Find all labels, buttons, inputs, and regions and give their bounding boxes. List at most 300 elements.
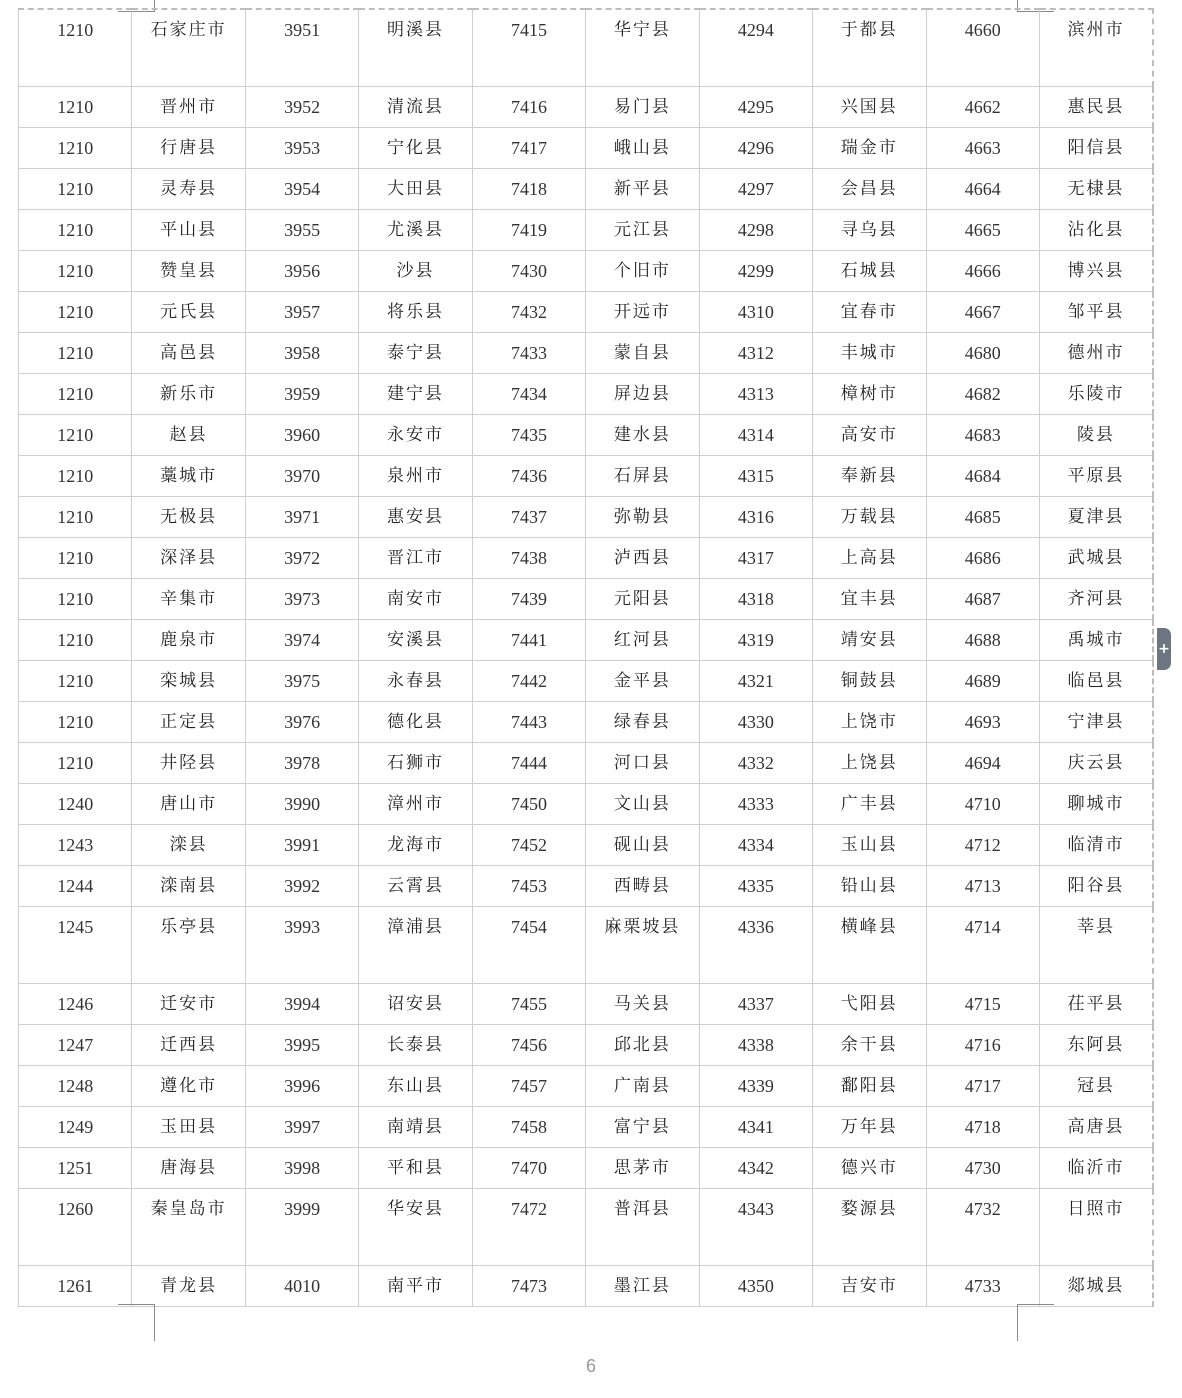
code-cell: 1210 (19, 579, 132, 620)
code-cell: 4683 (926, 415, 1039, 456)
code-cell: 4664 (926, 169, 1039, 210)
code-cell: 4333 (699, 784, 812, 825)
code-cell: 7433 (472, 333, 585, 374)
region-name-cell: 高邑县 (132, 333, 245, 374)
table-row (19, 661, 1154, 702)
region-name-cell: 开远市 (586, 292, 699, 333)
code-cell: 7452 (472, 825, 585, 866)
code-cell: 7442 (472, 661, 585, 702)
region-name-cell: 临邑县 (1039, 661, 1153, 702)
code-cell: 3973 (245, 579, 358, 620)
code-cell: 4716 (926, 1025, 1039, 1066)
region-name-cell: 红河县 (586, 620, 699, 661)
code-cell: 4717 (926, 1066, 1039, 1107)
code-cell: 4341 (699, 1107, 812, 1148)
code-cell: 4715 (926, 984, 1039, 1025)
code-cell: 3956 (245, 251, 358, 292)
code-cell: 1261 (19, 1266, 132, 1307)
code-cell: 1210 (19, 661, 132, 702)
region-name-cell: 东山县 (359, 1066, 472, 1107)
region-name-cell: 玉田县 (132, 1107, 245, 1148)
region-name-cell: 玉山县 (813, 825, 926, 866)
table-row (19, 702, 1154, 743)
table-row (19, 292, 1154, 333)
region-name-cell: 乐陵市 (1039, 374, 1153, 415)
region-name-cell: 栾城县 (132, 661, 245, 702)
region-name-cell: 建水县 (586, 415, 699, 456)
table-row (19, 620, 1154, 661)
region-name-cell: 正定县 (132, 702, 245, 743)
region-name-cell: 邱北县 (586, 1025, 699, 1066)
region-name-cell: 藁城市 (132, 456, 245, 497)
region-name-cell: 樟树市 (813, 374, 926, 415)
region-name-cell: 辛集市 (132, 579, 245, 620)
region-name-cell: 平山县 (132, 210, 245, 251)
region-name-cell: 灵寿县 (132, 169, 245, 210)
code-cell: 4665 (926, 210, 1039, 251)
region-name-cell: 元阳县 (586, 579, 699, 620)
region-name-cell: 高安市 (813, 415, 926, 456)
code-cell: 4336 (699, 907, 812, 984)
region-name-cell: 齐河县 (1039, 579, 1153, 620)
region-name-cell: 石屏县 (586, 456, 699, 497)
region-name-cell: 临沂市 (1039, 1148, 1153, 1189)
region-name-cell: 文山县 (586, 784, 699, 825)
code-cell: 7470 (472, 1148, 585, 1189)
code-cell: 4694 (926, 743, 1039, 784)
region-name-cell: 宁津县 (1039, 702, 1153, 743)
code-cell: 4318 (699, 579, 812, 620)
code-cell: 4319 (699, 620, 812, 661)
code-cell: 1210 (19, 743, 132, 784)
code-cell: 7417 (472, 128, 585, 169)
code-cell: 1210 (19, 87, 132, 128)
region-name-cell: 石家庄市 (132, 9, 245, 87)
region-name-cell: 万年县 (813, 1107, 926, 1148)
region-name-cell: 铜鼓县 (813, 661, 926, 702)
code-cell: 4682 (926, 374, 1039, 415)
region-name-cell: 陵县 (1039, 415, 1153, 456)
code-cell: 4730 (926, 1148, 1039, 1189)
region-name-cell: 兴国县 (813, 87, 926, 128)
region-name-cell: 东阿县 (1039, 1025, 1153, 1066)
code-cell: 7430 (472, 251, 585, 292)
code-cell: 7453 (472, 866, 585, 907)
region-name-cell: 郯城县 (1039, 1266, 1153, 1307)
code-cell: 4693 (926, 702, 1039, 743)
code-cell: 4316 (699, 497, 812, 538)
code-cell: 3995 (245, 1025, 358, 1066)
table-row (19, 1066, 1154, 1107)
region-name-cell: 河口县 (586, 743, 699, 784)
region-name-cell: 滦南县 (132, 866, 245, 907)
region-name-cell: 漳州市 (359, 784, 472, 825)
region-name-cell: 金平县 (586, 661, 699, 702)
code-cell: 1260 (19, 1189, 132, 1266)
region-name-cell: 宁化县 (359, 128, 472, 169)
table-row (19, 374, 1154, 415)
region-name-cell: 易门县 (586, 87, 699, 128)
code-cell: 7439 (472, 579, 585, 620)
code-cell: 4299 (699, 251, 812, 292)
code-cell: 3998 (245, 1148, 358, 1189)
table-row (19, 866, 1154, 907)
code-cell: 3971 (245, 497, 358, 538)
region-name-cell: 万载县 (813, 497, 926, 538)
region-name-cell: 平原县 (1039, 456, 1153, 497)
region-name-cell: 奉新县 (813, 456, 926, 497)
region-name-cell: 马关县 (586, 984, 699, 1025)
code-cell: 3951 (245, 9, 358, 87)
code-cell: 1247 (19, 1025, 132, 1066)
code-cell: 7435 (472, 415, 585, 456)
code-cell: 3952 (245, 87, 358, 128)
region-name-cell: 井陉县 (132, 743, 245, 784)
code-cell: 4296 (699, 128, 812, 169)
region-name-cell: 武城县 (1039, 538, 1153, 579)
code-cell: 4718 (926, 1107, 1039, 1148)
region-name-cell: 普洱县 (586, 1189, 699, 1266)
code-cell: 1243 (19, 825, 132, 866)
region-name-cell: 石狮市 (359, 743, 472, 784)
code-cell: 4667 (926, 292, 1039, 333)
region-name-cell: 麻栗坡县 (586, 907, 699, 984)
code-cell: 4688 (926, 620, 1039, 661)
code-cell: 7436 (472, 456, 585, 497)
table-row (19, 984, 1154, 1025)
code-cell: 3957 (245, 292, 358, 333)
code-cell: 7441 (472, 620, 585, 661)
table-row (19, 907, 1154, 984)
code-cell: 1210 (19, 497, 132, 538)
code-cell: 7456 (472, 1025, 585, 1066)
code-cell: 4733 (926, 1266, 1039, 1307)
code-cell: 7432 (472, 292, 585, 333)
code-cell: 7443 (472, 702, 585, 743)
code-cell: 4335 (699, 866, 812, 907)
code-cell: 1240 (19, 784, 132, 825)
region-name-cell: 丰城市 (813, 333, 926, 374)
region-name-cell: 禹城市 (1039, 620, 1153, 661)
code-cell: 7457 (472, 1066, 585, 1107)
code-cell: 4339 (699, 1066, 812, 1107)
code-cell: 4314 (699, 415, 812, 456)
table-row (19, 415, 1154, 456)
region-name-cell: 华宁县 (586, 9, 699, 87)
code-cell: 3976 (245, 702, 358, 743)
region-name-cell: 诏安县 (359, 984, 472, 1025)
table-row (19, 333, 1154, 374)
table-row (19, 1189, 1154, 1266)
region-name-cell: 宜丰县 (813, 579, 926, 620)
code-cell: 3996 (245, 1066, 358, 1107)
region-name-cell: 莘县 (1039, 907, 1153, 984)
region-name-cell: 南靖县 (359, 1107, 472, 1148)
code-cell: 1246 (19, 984, 132, 1025)
table-row (19, 1148, 1154, 1189)
region-name-cell: 高唐县 (1039, 1107, 1153, 1148)
region-name-cell: 深泽县 (132, 538, 245, 579)
region-name-cell: 秦皇岛市 (132, 1189, 245, 1266)
region-name-cell: 聊城市 (1039, 784, 1153, 825)
region-name-cell: 日照市 (1039, 1189, 1153, 1266)
region-name-cell: 鄱阳县 (813, 1066, 926, 1107)
region-name-cell: 龙海市 (359, 825, 472, 866)
code-cell: 4713 (926, 866, 1039, 907)
code-cell: 1210 (19, 415, 132, 456)
region-name-cell: 元氏县 (132, 292, 245, 333)
code-cell: 3970 (245, 456, 358, 497)
code-cell: 4317 (699, 538, 812, 579)
code-cell: 1210 (19, 456, 132, 497)
region-name-cell: 会昌县 (813, 169, 926, 210)
table-row (19, 87, 1154, 128)
code-cell: 3953 (245, 128, 358, 169)
code-cell: 4686 (926, 538, 1039, 579)
region-name-cell: 大田县 (359, 169, 472, 210)
code-cell: 4732 (926, 1189, 1039, 1266)
region-name-cell: 永安市 (359, 415, 472, 456)
code-cell: 1210 (19, 210, 132, 251)
region-name-cell: 庆云县 (1039, 743, 1153, 784)
region-name-cell: 夏津县 (1039, 497, 1153, 538)
table-row (19, 497, 1154, 538)
code-cell: 7458 (472, 1107, 585, 1148)
code-cell: 4714 (926, 907, 1039, 984)
code-cell: 4313 (699, 374, 812, 415)
code-cell: 1245 (19, 907, 132, 984)
region-name-cell: 明溪县 (359, 9, 472, 87)
region-name-cell: 泸西县 (586, 538, 699, 579)
region-name-cell: 富宁县 (586, 1107, 699, 1148)
region-name-cell: 新乐市 (132, 374, 245, 415)
region-name-cell: 清流县 (359, 87, 472, 128)
region-name-cell: 沾化县 (1039, 210, 1153, 251)
code-cell: 7418 (472, 169, 585, 210)
region-name-cell: 赞皇县 (132, 251, 245, 292)
region-name-cell: 唐山市 (132, 784, 245, 825)
region-name-cell: 绿春县 (586, 702, 699, 743)
code-cell: 3994 (245, 984, 358, 1025)
region-name-cell: 广南县 (586, 1066, 699, 1107)
region-name-cell: 将乐县 (359, 292, 472, 333)
region-name-cell: 无极县 (132, 497, 245, 538)
region-name-cell: 唐海县 (132, 1148, 245, 1189)
region-name-cell: 滦县 (132, 825, 245, 866)
code-cell: 4294 (699, 9, 812, 87)
region-name-cell: 阳谷县 (1039, 866, 1153, 907)
region-name-cell: 迁西县 (132, 1025, 245, 1066)
region-name-cell: 上高县 (813, 538, 926, 579)
code-cell: 7473 (472, 1266, 585, 1307)
code-cell: 3974 (245, 620, 358, 661)
code-cell: 4310 (699, 292, 812, 333)
code-cell: 1251 (19, 1148, 132, 1189)
code-cell: 3990 (245, 784, 358, 825)
code-cell: 1210 (19, 538, 132, 579)
region-name-cell: 惠民县 (1039, 87, 1153, 128)
code-cell: 4337 (699, 984, 812, 1025)
region-name-cell: 德化县 (359, 702, 472, 743)
table-row (19, 1025, 1154, 1066)
code-cell: 4712 (926, 825, 1039, 866)
code-cell: 4666 (926, 251, 1039, 292)
table-row (19, 1266, 1154, 1307)
region-name-cell: 博兴县 (1039, 251, 1153, 292)
region-name-cell: 建宁县 (359, 374, 472, 415)
region-name-cell: 滨州市 (1039, 9, 1153, 87)
code-cell: 3954 (245, 169, 358, 210)
region-name-cell: 余干县 (813, 1025, 926, 1066)
table-row (19, 1107, 1154, 1148)
code-cell: 3993 (245, 907, 358, 984)
code-cell: 1248 (19, 1066, 132, 1107)
code-cell: 4295 (699, 87, 812, 128)
code-cell: 3959 (245, 374, 358, 415)
code-cell: 7450 (472, 784, 585, 825)
code-cell: 3972 (245, 538, 358, 579)
region-name-cell: 新平县 (586, 169, 699, 210)
code-cell: 4687 (926, 579, 1039, 620)
region-name-cell: 吉安市 (813, 1266, 926, 1307)
region-name-cell: 迁安市 (132, 984, 245, 1025)
code-cell: 1210 (19, 333, 132, 374)
code-cell: 4010 (245, 1266, 358, 1307)
code-cell: 4298 (699, 210, 812, 251)
table-row (19, 169, 1154, 210)
table-row (19, 9, 1154, 87)
region-name-cell: 德兴市 (813, 1148, 926, 1189)
region-name-cell: 婺源县 (813, 1189, 926, 1266)
code-cell: 4680 (926, 333, 1039, 374)
code-cell: 4662 (926, 87, 1039, 128)
region-name-cell: 广丰县 (813, 784, 926, 825)
code-region-table (18, 8, 1154, 1307)
code-cell: 4685 (926, 497, 1039, 538)
region-name-cell: 上饶市 (813, 702, 926, 743)
region-name-cell: 宜春市 (813, 292, 926, 333)
region-name-cell: 靖安县 (813, 620, 926, 661)
code-cell: 4312 (699, 333, 812, 374)
region-name-cell: 弋阳县 (813, 984, 926, 1025)
table-row (19, 784, 1154, 825)
code-cell: 3978 (245, 743, 358, 784)
region-name-cell: 石城县 (813, 251, 926, 292)
region-name-cell: 元江县 (586, 210, 699, 251)
code-cell: 4332 (699, 743, 812, 784)
region-name-cell: 晋州市 (132, 87, 245, 128)
code-cell: 1210 (19, 702, 132, 743)
region-name-cell: 惠安县 (359, 497, 472, 538)
region-name-cell: 遵化市 (132, 1066, 245, 1107)
code-cell: 1210 (19, 292, 132, 333)
region-name-cell: 泉州市 (359, 456, 472, 497)
region-name-cell: 安溪县 (359, 620, 472, 661)
code-cell: 4334 (699, 825, 812, 866)
region-name-cell: 墨江县 (586, 1266, 699, 1307)
region-name-cell: 德州市 (1039, 333, 1153, 374)
region-name-cell: 沙县 (359, 251, 472, 292)
table-row (19, 579, 1154, 620)
code-cell: 7419 (472, 210, 585, 251)
region-name-cell: 尤溪县 (359, 210, 472, 251)
code-cell: 4315 (699, 456, 812, 497)
code-cell: 4342 (699, 1148, 812, 1189)
code-cell: 4663 (926, 128, 1039, 169)
code-cell: 1210 (19, 251, 132, 292)
region-name-cell: 赵县 (132, 415, 245, 456)
table-row (19, 456, 1154, 497)
region-name-cell: 南安市 (359, 579, 472, 620)
code-cell: 3958 (245, 333, 358, 374)
region-name-cell: 冠县 (1039, 1066, 1153, 1107)
region-name-cell: 铅山县 (813, 866, 926, 907)
region-name-cell: 长泰县 (359, 1025, 472, 1066)
region-name-cell: 寻乌县 (813, 210, 926, 251)
region-name-cell: 个旧市 (586, 251, 699, 292)
code-cell: 7437 (472, 497, 585, 538)
code-cell: 4330 (699, 702, 812, 743)
region-name-cell: 无棣县 (1039, 169, 1153, 210)
code-cell: 3960 (245, 415, 358, 456)
code-cell: 4338 (699, 1025, 812, 1066)
table-row (19, 825, 1154, 866)
code-cell: 1210 (19, 620, 132, 661)
code-cell: 1210 (19, 9, 132, 87)
code-cell: 4321 (699, 661, 812, 702)
region-name-cell: 行唐县 (132, 128, 245, 169)
table-row (19, 210, 1154, 251)
region-name-cell: 漳浦县 (359, 907, 472, 984)
region-name-cell: 鹿泉市 (132, 620, 245, 661)
code-cell: 1210 (19, 169, 132, 210)
code-cell: 1244 (19, 866, 132, 907)
region-name-cell: 阳信县 (1039, 128, 1153, 169)
region-name-cell: 邹平县 (1039, 292, 1153, 333)
region-name-cell: 屏边县 (586, 374, 699, 415)
region-name-cell: 永春县 (359, 661, 472, 702)
code-cell: 7472 (472, 1189, 585, 1266)
expand-plus-icon[interactable]: + (1157, 628, 1171, 670)
code-cell: 7455 (472, 984, 585, 1025)
region-name-cell: 西畴县 (586, 866, 699, 907)
page-number: 6 (585, 1356, 596, 1376)
code-cell: 7438 (472, 538, 585, 579)
crop-mark-bottom-left (118, 1304, 155, 1341)
region-name-cell: 上饶县 (813, 743, 926, 784)
code-cell: 1249 (19, 1107, 132, 1148)
region-name-cell: 华安县 (359, 1189, 472, 1266)
code-cell: 1210 (19, 374, 132, 415)
region-name-cell: 蒙自县 (586, 333, 699, 374)
region-name-cell: 于都县 (813, 9, 926, 87)
region-name-cell: 平和县 (359, 1148, 472, 1189)
code-cell: 4343 (699, 1189, 812, 1266)
code-cell: 7416 (472, 87, 585, 128)
code-cell: 7434 (472, 374, 585, 415)
region-name-cell: 瑞金市 (813, 128, 926, 169)
region-name-cell: 泰宁县 (359, 333, 472, 374)
crop-mark-bottom-right (1017, 1304, 1054, 1341)
code-cell: 4660 (926, 9, 1039, 87)
region-name-cell: 横峰县 (813, 907, 926, 984)
code-cell: 7444 (472, 743, 585, 784)
code-cell: 7415 (472, 9, 585, 87)
document-table-container (18, 8, 1154, 1307)
code-cell: 4297 (699, 169, 812, 210)
table-row (19, 538, 1154, 579)
region-name-cell: 弥勒县 (586, 497, 699, 538)
